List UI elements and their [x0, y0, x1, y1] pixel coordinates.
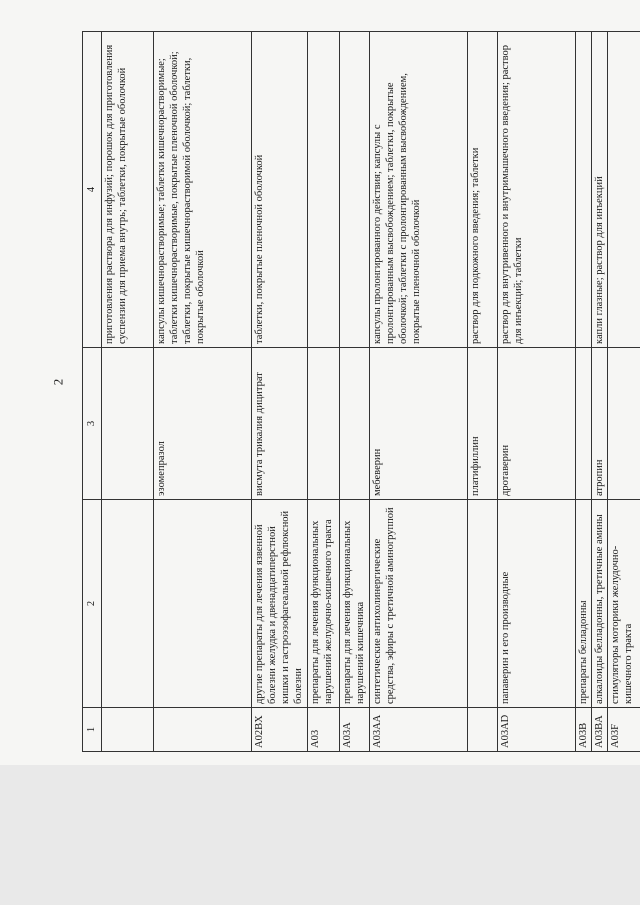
- substance-cell: атропин: [591, 348, 607, 500]
- substance-cell: платифиллин: [467, 348, 497, 500]
- form-cell: [607, 32, 640, 348]
- group-cell: [102, 500, 154, 708]
- code-cell: A03: [307, 708, 339, 752]
- table-row: [591, 32, 607, 752]
- group-cell: [154, 500, 252, 708]
- form-cell: капсулы кишечнорастворимые; таблетки кишечнорастворимые; таблетки кишечнорастворимые, покрытые пленочной оболочкой; таблетки, покрытые кишечнорастворимой оболочкой; таблетки, покрытые оболочкой: [154, 32, 252, 348]
- table-row: [102, 32, 154, 752]
- form-cell: раствор для внутривенного и внутримышечного введения; раствор для инъекций; таблетки: [497, 32, 575, 348]
- substance-cell: эзомепразол: [154, 348, 252, 500]
- group-cell: стимуляторы моторики желудочно-кишечного тракта: [607, 500, 640, 708]
- code-cell: A03BA: [591, 708, 607, 752]
- group-cell: другие препараты для лечения язвенной болезни желудка и двенадцатиперстной кишки и гастроэзофагеальной рефлюксной болезни: [252, 500, 308, 708]
- form-cell: приготовления раствора для инфузий; порошок для приготовления суспензии для приема внутрь; таблетки, покрытые оболочкой: [102, 32, 154, 348]
- table-row: [497, 32, 575, 752]
- substance-cell: [307, 348, 339, 500]
- code-cell: [102, 708, 154, 752]
- page-number: 2: [50, 378, 66, 386]
- rotated-table: [82, 32, 634, 752]
- code-cell: A03AD: [497, 708, 575, 752]
- group-cell: [467, 500, 497, 708]
- form-cell: таблетки, покрытые пленочной оболочкой: [252, 32, 308, 348]
- code-cell: A03F: [607, 708, 640, 752]
- group-cell: препараты белладонны: [575, 500, 591, 708]
- code-cell: A03AA: [369, 708, 467, 752]
- form-cell: [307, 32, 339, 348]
- table-row: [252, 32, 308, 752]
- header-cell: 1: [83, 708, 102, 752]
- form-cell: капли глазные; раствор для инъекций: [591, 32, 607, 348]
- code-cell: [467, 708, 497, 752]
- substance-cell: дротаверин: [497, 348, 575, 500]
- group-cell: синтетические антихолинергические средства, эфиры с третичной аминогруппой: [369, 500, 467, 708]
- table-row: [339, 32, 369, 752]
- drug-table: [82, 31, 640, 752]
- header-cell: 3: [83, 348, 102, 500]
- form-cell: [339, 32, 369, 348]
- code-cell: A03A: [339, 708, 369, 752]
- form-cell: раствор для подкожного введения; таблетки: [467, 32, 497, 348]
- substance-cell: [339, 348, 369, 500]
- substance-cell: [607, 348, 640, 500]
- code-cell: A03B: [575, 708, 591, 752]
- header-cell: 4: [83, 32, 102, 348]
- substance-cell: висмута трикалия дицитрат: [252, 348, 308, 500]
- group-cell: алкалоиды белладонны, третичные амины: [591, 500, 607, 708]
- substance-cell: мебеверин: [369, 348, 467, 500]
- table-row: [467, 32, 497, 752]
- table-container: [82, 32, 634, 752]
- table-row: [575, 32, 591, 752]
- group-cell: папаверин и его производные: [497, 500, 575, 708]
- header-cell: 2: [83, 500, 102, 708]
- table-row: [369, 32, 467, 752]
- table-row: [154, 32, 252, 752]
- form-cell: капсулы пролонгированного действия; капсулы с пролонгированным высвобождением; таблетки, покрытые оболочкой; таблетки с пролонгированным высвобождением, покрытые пленочной оболочкой: [369, 32, 467, 348]
- group-cell: препараты для лечения функциональных нарушений кишечника: [339, 500, 369, 708]
- code-cell: [154, 708, 252, 752]
- form-cell: [575, 32, 591, 348]
- substance-cell: [102, 348, 154, 500]
- substance-cell: [575, 348, 591, 500]
- table-row: [607, 32, 640, 752]
- table-header-row: [83, 32, 102, 752]
- code-cell: A02BX: [252, 708, 308, 752]
- table-row: [307, 32, 339, 752]
- group-cell: препараты для лечения функциональных нарушений желудочно-кишечного тракта: [307, 500, 339, 708]
